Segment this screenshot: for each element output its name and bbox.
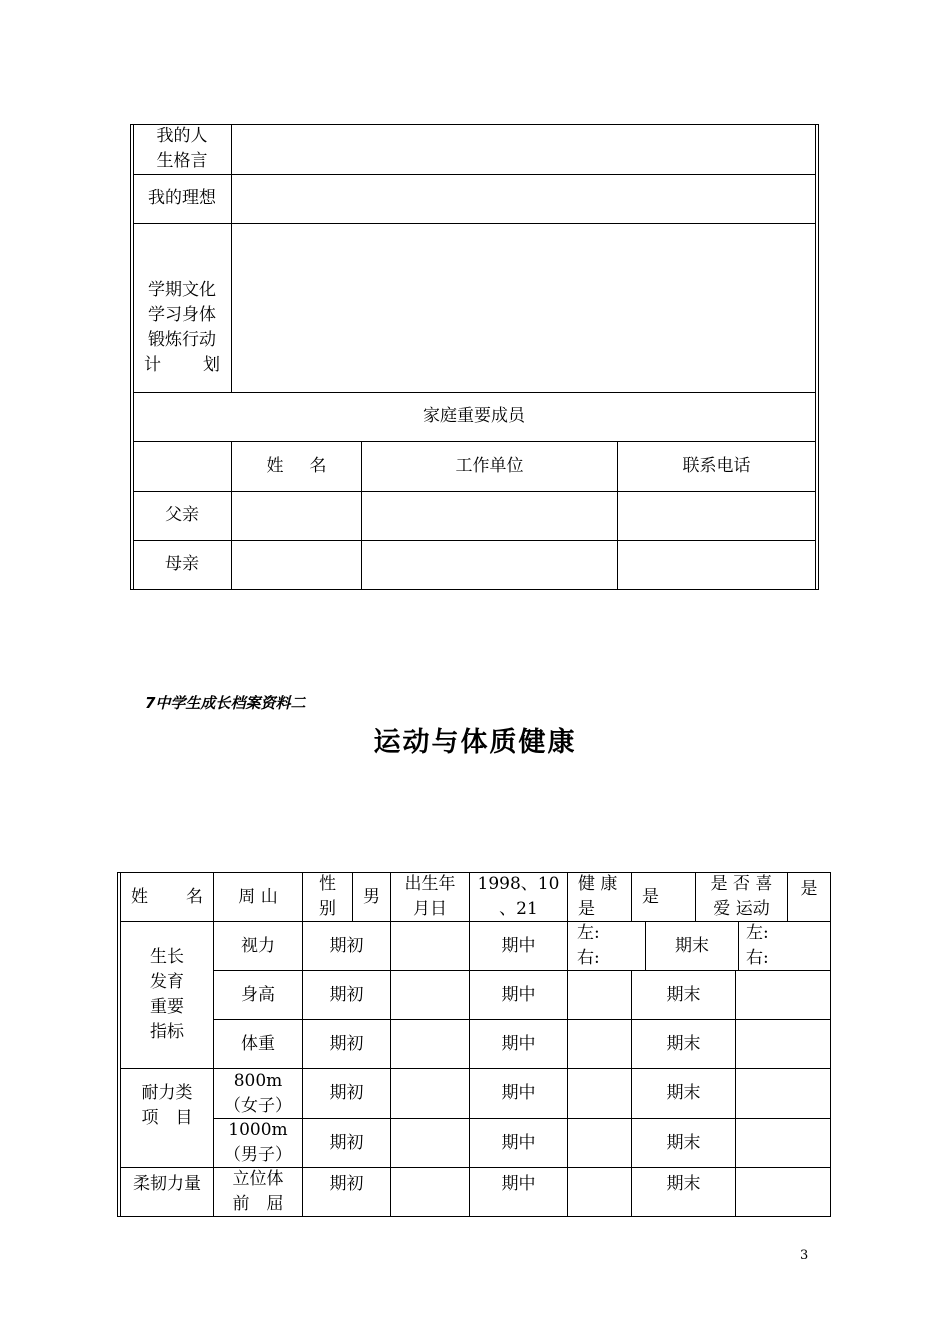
birth-value [470,873,567,921]
vision-end-label: 期末 [675,935,709,956]
weight-mid-value[interactable] [568,1020,631,1068]
col-header-name-b: 名 [309,455,327,476]
height-mid-label: 期中 [501,984,536,1005]
likes-sport-line1: 是 否 喜 [710,874,773,894]
healthy-label-line2: 是 [578,899,595,919]
plan-label-line2: 学习身体 [148,304,216,325]
motto-field[interactable] [232,124,815,174]
birth-value-line2: 、21 [499,899,538,919]
weight-start-value[interactable] [391,1020,469,1068]
flexibility-label: 柔韧力量 [133,1174,201,1194]
weight-start-label: 期初 [329,1033,364,1054]
sit-reach-start-value[interactable] [391,1168,469,1216]
healthy-label [568,873,631,921]
height-start-label: 期初 [329,984,364,1005]
plan-label-line1: 学期文化 [148,279,216,300]
motto-label-line1: 我的人 [156,126,208,146]
plan-label-line4-b: 划 [203,354,220,375]
weight-mid-label: 期中 [501,1033,536,1054]
vision-end-right: 右: [746,948,769,968]
vision-start-label: 期初 [329,935,364,956]
birth-label [391,873,469,921]
vision-label: 视力 [241,935,275,956]
gender-label [303,873,352,921]
run800-mid-value[interactable] [568,1069,631,1118]
father-name-field[interactable] [232,491,361,540]
run1000-mid-value[interactable] [568,1119,631,1167]
sit-reach-line1: 立位体 [232,1169,284,1189]
run1000-mid-label: 期中 [501,1132,536,1153]
birth-label-line1: 出生年 [404,874,456,894]
height-end-label: 期末 [666,984,701,1005]
section-subtitle: 7中学生成长档案资料二 [145,694,306,712]
vision-mid-left: 左: [577,923,600,943]
family-corner-cell [133,441,231,491]
likes-sport-value: 是 [800,879,818,899]
section-title: 运动与体质健康 [373,727,577,758]
gender-value: 男 [363,886,380,907]
vision-end-left: 左: [746,923,769,943]
col-header-name-a: 姓 [266,455,284,476]
likes-sport-line2: 爱 运动 [713,899,770,919]
plan-label-line3: 锻炼行动 [148,329,216,350]
sit-reach-end-label: 期末 [666,1174,701,1194]
col-header-work: 工作单位 [455,455,524,476]
endurance-group-label [121,1069,213,1167]
height-end-value[interactable] [736,971,830,1019]
vision-start-value[interactable] [391,922,469,970]
motto-label [133,124,231,174]
page-number: 3 [800,1248,809,1263]
ideal-label: 我的理想 [148,188,216,208]
growth-group-line4: 指标 [150,1022,184,1042]
mother-work-field[interactable] [362,540,617,589]
endurance-line1: 耐力类 [141,1083,193,1103]
run1000-label [214,1119,302,1167]
vision-mid-right: 右: [577,948,600,968]
run1000-start-label: 期初 [329,1132,364,1153]
row-father-label: 父亲 [165,505,199,525]
father-work-field[interactable] [362,491,617,540]
ideal-field[interactable] [232,174,815,223]
plan-label-line4 [144,353,220,378]
weight-label: 体重 [241,1033,275,1054]
healthy-label-line1: 健 康 [578,874,618,894]
name-label-b: 名 [186,886,203,907]
weight-end-value[interactable] [736,1020,830,1068]
name-label-a: 姓 [131,886,148,907]
gender-label-text: 性别 [319,874,336,919]
sit-reach-mid-label: 期中 [501,1174,536,1194]
sit-reach-mid-value[interactable] [568,1168,631,1216]
growth-group-line1: 生长 [150,947,184,967]
height-start-value[interactable] [391,971,469,1019]
healthy-value: 是 [642,886,659,907]
height-label: 身高 [241,984,275,1005]
plan-label-line4-a: 计 [144,354,161,375]
height-mid-value[interactable] [568,971,631,1019]
run1000-end-value[interactable] [736,1119,830,1167]
growth-group-label [121,922,213,1068]
sit-reach-label [214,1168,302,1216]
row-mother-label: 母亲 [165,554,199,574]
vision-mid-value[interactable] [568,922,645,970]
birth-label-line2: 月日 [413,899,447,919]
sit-reach-end-value[interactable] [736,1168,830,1216]
run1000-line1: 1000m [228,1120,288,1140]
endurance-line2: 项 目 [141,1108,193,1128]
run800-end-label: 期末 [666,1083,701,1103]
likes-sport-label [696,873,787,921]
run800-line1: 800m [233,1070,283,1091]
run1000-line2: （男子） [224,1145,292,1165]
vision-end-value[interactable] [739,922,830,970]
run800-end-value[interactable] [736,1069,830,1118]
mother-name-field[interactable] [232,540,361,589]
motto-label-line2: 生格言 [156,151,208,171]
run800-label [214,1069,302,1118]
run800-mid-label: 期中 [501,1083,536,1103]
vision-mid-label: 期中 [501,935,536,956]
plan-label [133,223,231,392]
birth-value-line1: 1998、10 [477,874,560,894]
run1000-start-value[interactable] [391,1119,469,1167]
growth-group-line3: 重要 [150,997,184,1017]
name-label [121,873,213,921]
col-header-name [232,441,361,491]
growth-group-line2: 发育 [150,972,184,992]
father-phone-field[interactable] [618,491,815,540]
run800-start-value[interactable] [391,1069,469,1118]
sit-reach-start-label: 期初 [329,1174,364,1194]
col-header-phone: 联系电话 [682,455,751,476]
sit-reach-line2: 前 屈 [232,1194,284,1214]
weight-end-label: 期末 [666,1033,701,1054]
run800-start-label: 期初 [329,1083,364,1103]
name-value: 周 山 [238,886,278,907]
run800-line2: （女子） [224,1095,292,1116]
run1000-end-label: 期末 [666,1132,701,1153]
family-heading: 家庭重要成员 [423,406,525,426]
mother-phone-field[interactable] [618,540,815,589]
plan-field[interactable] [232,223,815,392]
